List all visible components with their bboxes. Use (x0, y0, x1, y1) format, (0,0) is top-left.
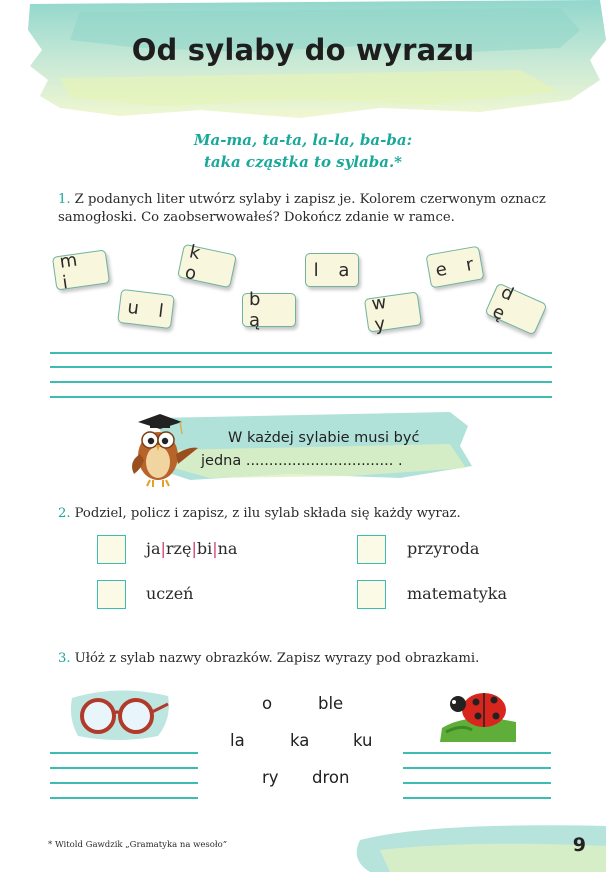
page-number: 9 (572, 834, 586, 856)
writing-line[interactable] (50, 352, 552, 354)
letter-card[interactable]: e r (425, 246, 484, 289)
syllable-count-box[interactable] (357, 580, 386, 609)
letter-card[interactable]: d ę (484, 282, 547, 335)
footer-watercolor (350, 820, 606, 872)
syllable: ry (262, 768, 279, 787)
task2-text: Podziel, policz i zapisz, z ilu sylab składa się każdy wyraz. (74, 506, 461, 521)
syllable: ka (290, 731, 310, 750)
syllable: ku (353, 731, 373, 750)
task1-instruction (58, 191, 546, 209)
writing-line[interactable] (50, 381, 552, 383)
page-title: Od sylaby do wyrazu (131, 33, 475, 67)
letter-card[interactable]: k o (177, 244, 237, 288)
ladybug-picture (438, 682, 518, 744)
glasses-picture (68, 688, 172, 744)
word-przyroda: przyroda (407, 539, 480, 558)
writing-line[interactable] (50, 396, 552, 398)
word-matematyka: matematyka (407, 584, 508, 603)
syllable: o (262, 694, 273, 713)
motto-line-1: Ma-ma, ta-ta, la-la, ba-ba: (193, 131, 413, 149)
letter-card[interactable]: u l (117, 289, 175, 329)
answer-line[interactable] (50, 767, 198, 769)
task1-line1: Z podanych liter utwórz sylaby i zapisz je. Kolorem czerwonym oznacz (74, 192, 546, 207)
answer-line[interactable] (50, 752, 198, 754)
rule-text-line2: jedna ................................ . (201, 453, 403, 469)
syllable-count-box[interactable] (357, 535, 386, 564)
task3-number: 3. (58, 651, 71, 666)
motto-line-2: taka cząstka to sylaba.* (203, 153, 403, 171)
answer-line[interactable] (403, 752, 551, 754)
task3-instruction (58, 650, 479, 668)
syllable: dron (312, 768, 350, 787)
word-uczen: uczeń (146, 584, 194, 603)
task1-instruction-line2: samogłoski. Co zaobserwowałeś? Dokończ zdanie w ramce. (58, 210, 455, 225)
syllable: ble (318, 694, 344, 713)
answer-line[interactable] (50, 797, 198, 799)
answer-line[interactable] (50, 782, 198, 784)
letter-card[interactable]: m i (52, 249, 110, 290)
syllable-count-box[interactable] (97, 580, 126, 609)
letter-card[interactable]: l a (305, 253, 359, 287)
rule-text-line1: W każdej sylabie musi być (228, 430, 420, 446)
answer-line[interactable] (403, 797, 551, 799)
syllable-count-box[interactable] (97, 535, 126, 564)
task3-text: Ułóż z sylab nazwy obrazków. Zapisz wyrazy pod obrazkami. (74, 651, 480, 666)
answer-line[interactable] (403, 782, 551, 784)
syllable: la (230, 731, 245, 750)
example-word-divided: ja|rzę|bi|na (146, 539, 238, 558)
owl-icon (120, 410, 200, 490)
writing-line[interactable] (50, 366, 552, 368)
task2-number: 2. (58, 506, 71, 521)
footnote: * Witold Gawdzik „Gramatyka na wesoło” (48, 840, 228, 850)
letter-card[interactable]: b ą (242, 293, 296, 327)
task2-instruction (58, 505, 461, 523)
letter-card[interactable]: w y (364, 291, 422, 332)
answer-line[interactable] (403, 767, 551, 769)
task1-number: 1. (58, 192, 71, 207)
